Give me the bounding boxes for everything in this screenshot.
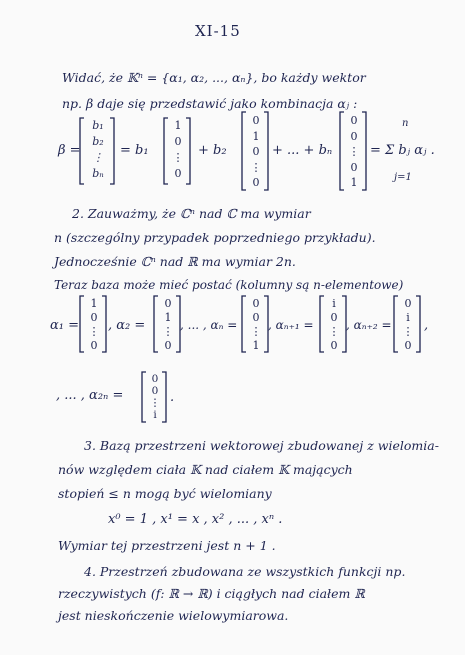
vector-alpha-2n <box>148 373 162 421</box>
unit-entry: 0 <box>174 135 182 148</box>
vector-alpha-2 <box>160 297 176 353</box>
unit-entry: ⋮ <box>172 151 184 164</box>
entry: 0 <box>164 339 172 352</box>
vector-alpha-n-plus-1 <box>326 297 342 353</box>
eq1-coef-b2: + b₂ <box>198 143 227 158</box>
unit-entry: 0 <box>350 160 358 174</box>
text-line-6: Teraz baza może mieć postać (kolumny są n-elementowe) <box>54 278 404 292</box>
vector-alpha-n <box>248 297 264 353</box>
eq2-trailing-comma: , <box>424 318 429 333</box>
unit-entry: 0 <box>252 145 260 158</box>
eq1-unit-vector-2 <box>248 113 264 191</box>
entry: 0 <box>252 297 260 310</box>
text-line-7: 3. Bazą przestrzeni wektorowej zbudowanej z wielomia- <box>84 438 439 453</box>
entry: 0 <box>151 385 159 397</box>
text-line-2: np. β daje się przedstawić jako kombinacja αⱼ : <box>62 96 358 111</box>
eq2-alphan2-label: , αₙ₊₂ = <box>346 318 392 332</box>
entry: 1 <box>164 311 172 324</box>
text-line-9: stopień ≤ n mogą być wielomiany <box>58 486 272 501</box>
vec-b-entry: b₂ <box>92 135 104 148</box>
text-line-13: rzeczywistych (f: ℝ → ℝ) i ciągłych nad ciałem ℝ <box>58 586 365 601</box>
entry: 0 <box>90 311 98 324</box>
text-line-12: 4. Przestrzeń zbudowana ze wszystkich funkcji np. <box>84 564 406 579</box>
entry: i <box>332 297 336 310</box>
unit-entry: ⋮ <box>250 160 262 174</box>
vec-b-entry: bₙ <box>92 167 104 180</box>
unit-entry: 0 <box>350 129 358 143</box>
entry: 1 <box>252 339 260 352</box>
unit-entry: 0 <box>252 114 260 127</box>
entry: ⋮ <box>328 325 340 338</box>
eq2-alphan1-label: , αₙ₊₁ = <box>268 318 314 332</box>
unit-entry: 0 <box>174 167 182 180</box>
unit-entry: 1 <box>252 129 260 143</box>
entry: ⋮ <box>149 397 161 409</box>
entry: 0 <box>330 311 338 324</box>
eq1-vector-b <box>86 118 110 182</box>
entry: 1 <box>90 297 98 310</box>
text-line-8: nów względem ciała 𝕂 nad ciałem 𝕂 mających <box>58 462 353 477</box>
unit-entry: ⋮ <box>348 145 360 158</box>
entry: i <box>153 409 157 421</box>
entry: 0 <box>90 339 98 352</box>
entry: 0 <box>252 311 260 324</box>
eq1-unit-vector-1 <box>170 118 186 182</box>
entry: 0 <box>404 297 412 310</box>
eq1-coef-b1: = b₁ <box>120 143 149 158</box>
entry: ⋮ <box>250 325 262 338</box>
entry: ⋮ <box>162 325 174 338</box>
entry: ⋮ <box>88 325 100 338</box>
vector-alpha-1 <box>86 297 102 353</box>
vector-alpha-n-plus-2 <box>400 297 416 353</box>
eq2-period: . <box>170 390 175 405</box>
eq1-lhs: β = <box>58 143 81 158</box>
eq2-alphan-label: , ... , αₙ = <box>180 318 238 332</box>
eq1-unit-vector-n <box>346 113 362 191</box>
entry: 0 <box>330 339 338 352</box>
page-number-label: XI-15 <box>195 22 241 40</box>
unit-entry: 1 <box>174 119 182 132</box>
text-line-11: Wymiar tej przestrzeni jest n + 1 . <box>58 538 276 553</box>
eq1-rhs-sum: = Σ bⱼ αⱼ . <box>370 143 435 158</box>
text-line-10: x⁰ = 1 , x¹ = x , x² , ... , xⁿ . <box>108 512 283 527</box>
text-line-3: 2. Zauważmy, że ℂⁿ nad ℂ ma wymiar <box>72 206 311 221</box>
text-line-1: Widać, że 𝕂ⁿ = {α₁, α₂, ..., αₙ}, bo każdy wektor <box>62 70 366 85</box>
eq2-alpha1-label: α₁ = <box>50 318 80 333</box>
text-line-4: n (szczególny przypadek poprzedniego przykładu). <box>54 230 376 245</box>
entry: ⋮ <box>402 325 414 338</box>
entry: 0 <box>404 339 412 352</box>
sum-upper-limit: n <box>402 118 409 129</box>
vec-b-entry: ⋮ <box>92 151 104 164</box>
eq2-alpha2-label: , α₂ = <box>108 318 146 333</box>
vec-b-entry: b₁ <box>92 119 104 132</box>
text-line-5: Jednocześnie ℂⁿ nad ℝ ma wymiar 2n. <box>54 254 296 269</box>
entry: i <box>406 311 410 324</box>
eq2-alpha2n-label: , ... , α₂ₙ = <box>56 388 124 403</box>
unit-entry: 0 <box>252 176 260 189</box>
sum-lower-limit: j=1 <box>394 172 412 183</box>
text-line-14: jest nieskończenie wielowymiarowa. <box>58 608 289 623</box>
unit-entry: 1 <box>350 176 358 189</box>
entry: 0 <box>151 373 159 385</box>
eq1-coef-bn: + ... + bₙ <box>272 143 333 158</box>
entry: 0 <box>164 297 172 310</box>
unit-entry: 0 <box>350 114 358 127</box>
